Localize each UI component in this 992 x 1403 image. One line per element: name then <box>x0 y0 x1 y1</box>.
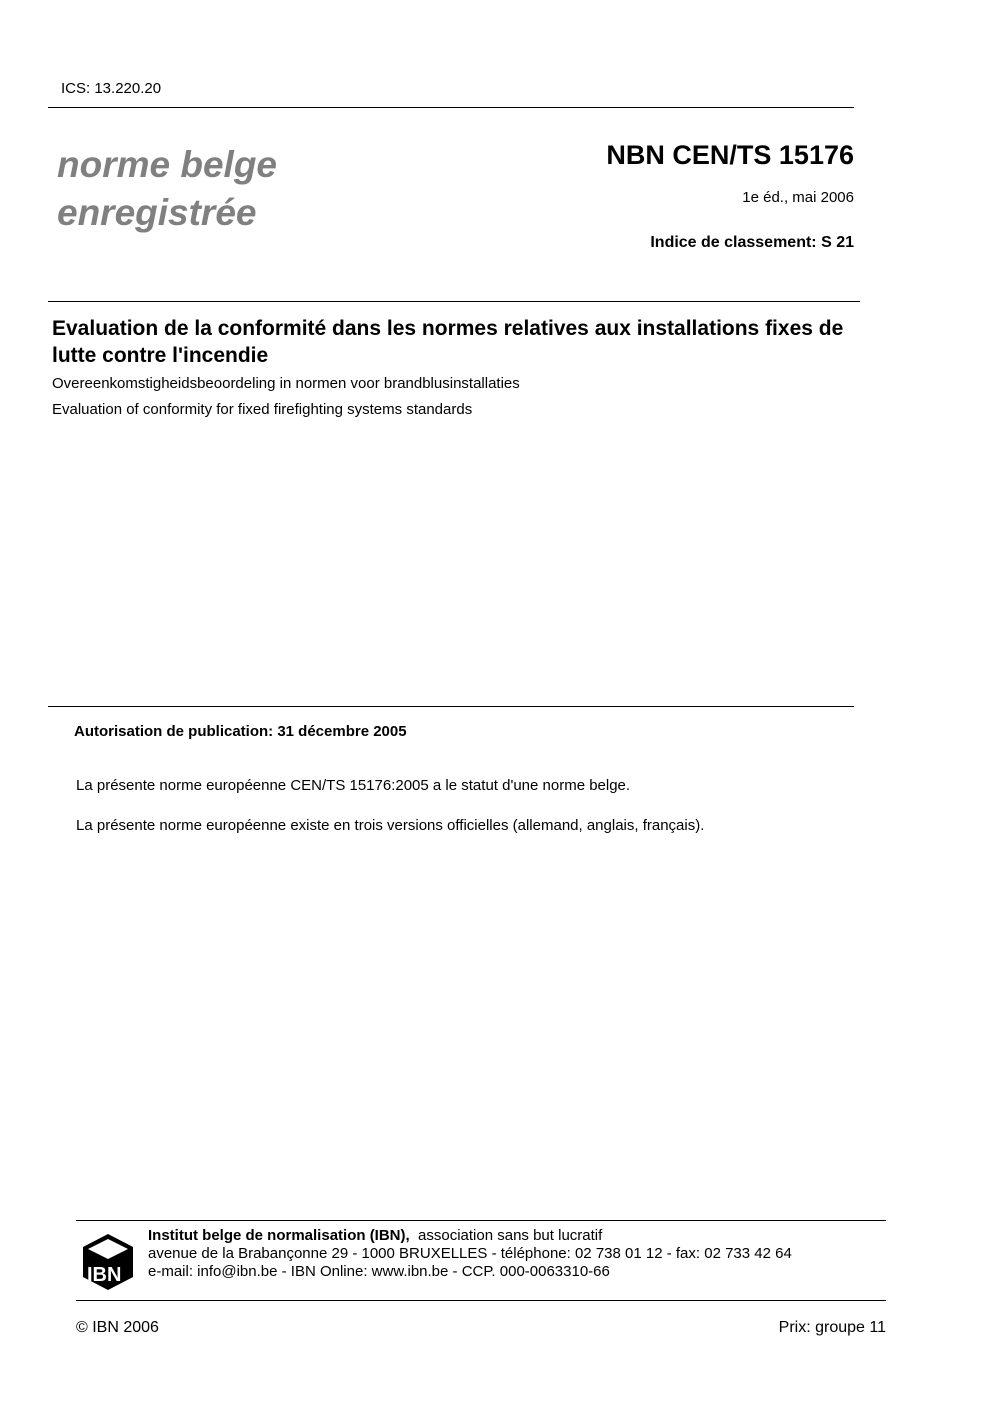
norme-belge-label <box>57 141 277 237</box>
institute-type: association sans but lucratif <box>418 1227 603 1244</box>
ibn-logo <box>82 1233 134 1291</box>
logo-text: IBN <box>87 1264 122 1286</box>
ics-code: ICS: 13.220.20 <box>61 80 162 97</box>
title-dutch: Overeenkomstigheidsbeoordeling in normen voor brandblusinstallaties <box>52 375 520 392</box>
publication-authorization: Autorisation de publication: 31 décembre 2005 <box>74 723 407 740</box>
institute-contact: e-mail: info@ibn.be - IBN Online: www.ibn.be - CCP. 000-0063310-66 <box>148 1263 610 1280</box>
versions-paragraph: La présente norme européenne existe en trois versions officielles (allemand, anglais, français). <box>76 817 705 834</box>
norme-line-2: enregistrée <box>57 192 257 233</box>
institute-info <box>148 1227 792 1281</box>
title-french: Evaluation de la conformité dans les normes relatives aux installations fixes de lutte contre l'incendie <box>52 317 844 367</box>
copyright: © IBN 2006 <box>76 1319 159 1336</box>
institute-line <box>148 1227 792 1245</box>
footer-top-rule <box>76 1220 886 1221</box>
header-rule <box>48 107 854 108</box>
edition-date: 1e éd., mai 2006 <box>742 189 854 206</box>
publication-rule <box>48 706 854 707</box>
price-group: Prix: groupe 11 <box>778 1319 886 1336</box>
standard-number: NBN CEN/TS 15176 <box>606 140 854 170</box>
title-rule <box>48 301 860 302</box>
institute-name: Institut belge de normalisation (IBN), <box>148 1227 410 1244</box>
norme-line-1: norme belge <box>57 144 277 185</box>
footer-bottom-rule <box>76 1300 886 1301</box>
institute-address: avenue de la Brabançonne 29 - 1000 BRUXELLES - téléphone: 02 738 01 12 - fax: 02 733 42 64 <box>148 1245 792 1262</box>
title-english: Evaluation of conformity for fixed firefighting systems standards <box>52 401 473 418</box>
status-paragraph: La présente norme européenne CEN/TS 15176:2005 a le statut d'une norme belge. <box>76 777 631 794</box>
classification-index: Indice de classement: S 21 <box>650 234 854 251</box>
